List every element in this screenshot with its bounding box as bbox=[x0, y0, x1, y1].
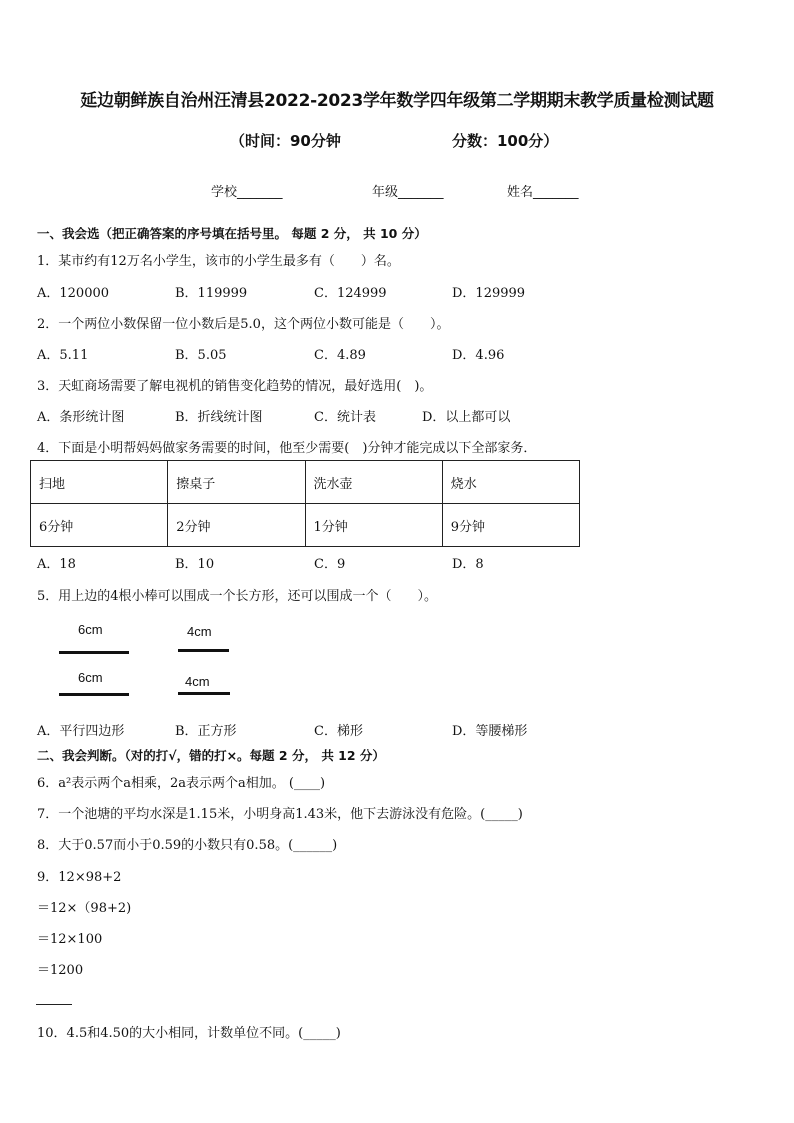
answer-blank bbox=[36, 1004, 72, 1005]
table-cell: 擦桌子 bbox=[168, 461, 305, 504]
table-cell: 扫地 bbox=[31, 461, 168, 504]
q2-option-c: C．4.89 bbox=[314, 348, 366, 363]
question-6: 6．a²表示两个a相乘，2a表示两个a相加。 (____) bbox=[37, 776, 326, 791]
question-9-line: ＝12×100 bbox=[37, 932, 103, 947]
stick bbox=[178, 649, 229, 652]
table-row bbox=[31, 504, 580, 547]
q2-option-b: B．5.05 bbox=[175, 348, 227, 363]
question-4: 4．下面是小明帮妈妈做家务需要的时间，他至少需要( )分钟才能完成以下全部家务． bbox=[37, 441, 537, 456]
stick-label: 4cm bbox=[187, 624, 212, 639]
section1-heading: 一、我会选（把正确答案的序号填在括号里。 每题 2 分， 共 10 分） bbox=[37, 226, 427, 241]
table-cell: 6分钟 bbox=[31, 504, 168, 547]
q3-option-a: A．条形统计图 bbox=[37, 410, 125, 425]
section2-heading: 二、我会判断。（对的打√，错的打×。每题 2 分， 共 12 分） bbox=[37, 748, 385, 763]
stick bbox=[59, 651, 129, 654]
q1-option-c: C．124999 bbox=[314, 286, 387, 301]
question-3: 3．天虹商场需要了解电视机的销售变化趋势的情况，最好选用( )。 bbox=[37, 379, 433, 394]
stick bbox=[59, 693, 129, 696]
q3-option-b: B．折线统计图 bbox=[175, 410, 263, 425]
q1-option-a: A．120000 bbox=[37, 286, 110, 301]
q3-option-c: C．统计表 bbox=[314, 410, 376, 425]
q2-option-a: A．5.11 bbox=[37, 348, 89, 363]
exam-title: 延边朝鲜族自治州汪清县2022-2023学年数学四年级第二学期期末教学质量检测试题 bbox=[80, 91, 714, 111]
q4-option-b: B．10 bbox=[175, 557, 215, 572]
chores-time-table bbox=[30, 460, 580, 547]
question-8: 8．大于0.57而小于0.59的小数只有0.58。(______) bbox=[37, 838, 338, 853]
question-5: 5．用上边的4根小棒可以围成一个长方形，还可以围成一个（ ）。 bbox=[37, 589, 438, 604]
question-9-line: ＝12×（98+2) bbox=[37, 901, 132, 916]
q2-option-d: D．4.96 bbox=[452, 348, 505, 363]
stick-label: 6cm bbox=[78, 622, 103, 637]
question-10: 10．4.5和4.50的大小相同，计数单位不同。(_____) bbox=[37, 1026, 341, 1041]
question-1: 1．某市约有12万名小学生，该市的小学生最多有（ ）名。 bbox=[37, 254, 400, 269]
grade-field: 年级_______ bbox=[372, 185, 444, 200]
q5-option-a: A．平行四边形 bbox=[37, 724, 125, 739]
q1-option-b: B．119999 bbox=[175, 286, 248, 301]
question-9-line: 9．12×98+2 bbox=[37, 870, 122, 885]
q5-option-b: B．正方形 bbox=[175, 724, 237, 739]
q5-option-d: D．等腰梯形 bbox=[452, 724, 528, 739]
question-2: 2．一个两位小数保留一位小数后是5.0，这个两位小数可能是（ ）。 bbox=[37, 317, 450, 332]
q4-option-c: C．9 bbox=[314, 557, 346, 572]
q4-option-d: D．8 bbox=[452, 557, 484, 572]
q5-option-c: C．梯形 bbox=[314, 724, 363, 739]
table-row bbox=[31, 461, 580, 504]
table-cell: 1分钟 bbox=[305, 504, 442, 547]
school-field: 学校_______ bbox=[211, 185, 283, 200]
exam-score: 分数：100分） bbox=[452, 132, 559, 150]
stick bbox=[178, 692, 230, 695]
table-cell: 2分钟 bbox=[168, 504, 305, 547]
name-field: 姓名_______ bbox=[507, 185, 579, 200]
q3-option-d: D．以上都可以 bbox=[422, 410, 511, 425]
stick-label: 6cm bbox=[78, 670, 103, 685]
question-9-line: ＝1200 bbox=[37, 963, 84, 978]
table-cell: 9分钟 bbox=[442, 504, 579, 547]
table-cell: 洗水壶 bbox=[305, 461, 442, 504]
exam-time: （时间：90分钟 bbox=[230, 132, 341, 150]
question-7: 7．一个池塘的平均水深是1.15米，小明身高1.43米，他下去游泳没有危险。(_____) bbox=[37, 807, 523, 822]
stick-label: 4cm bbox=[185, 674, 210, 689]
table-cell: 烧水 bbox=[442, 461, 579, 504]
q4-option-a: A．18 bbox=[37, 557, 76, 572]
q1-option-d: D．129999 bbox=[452, 286, 526, 301]
